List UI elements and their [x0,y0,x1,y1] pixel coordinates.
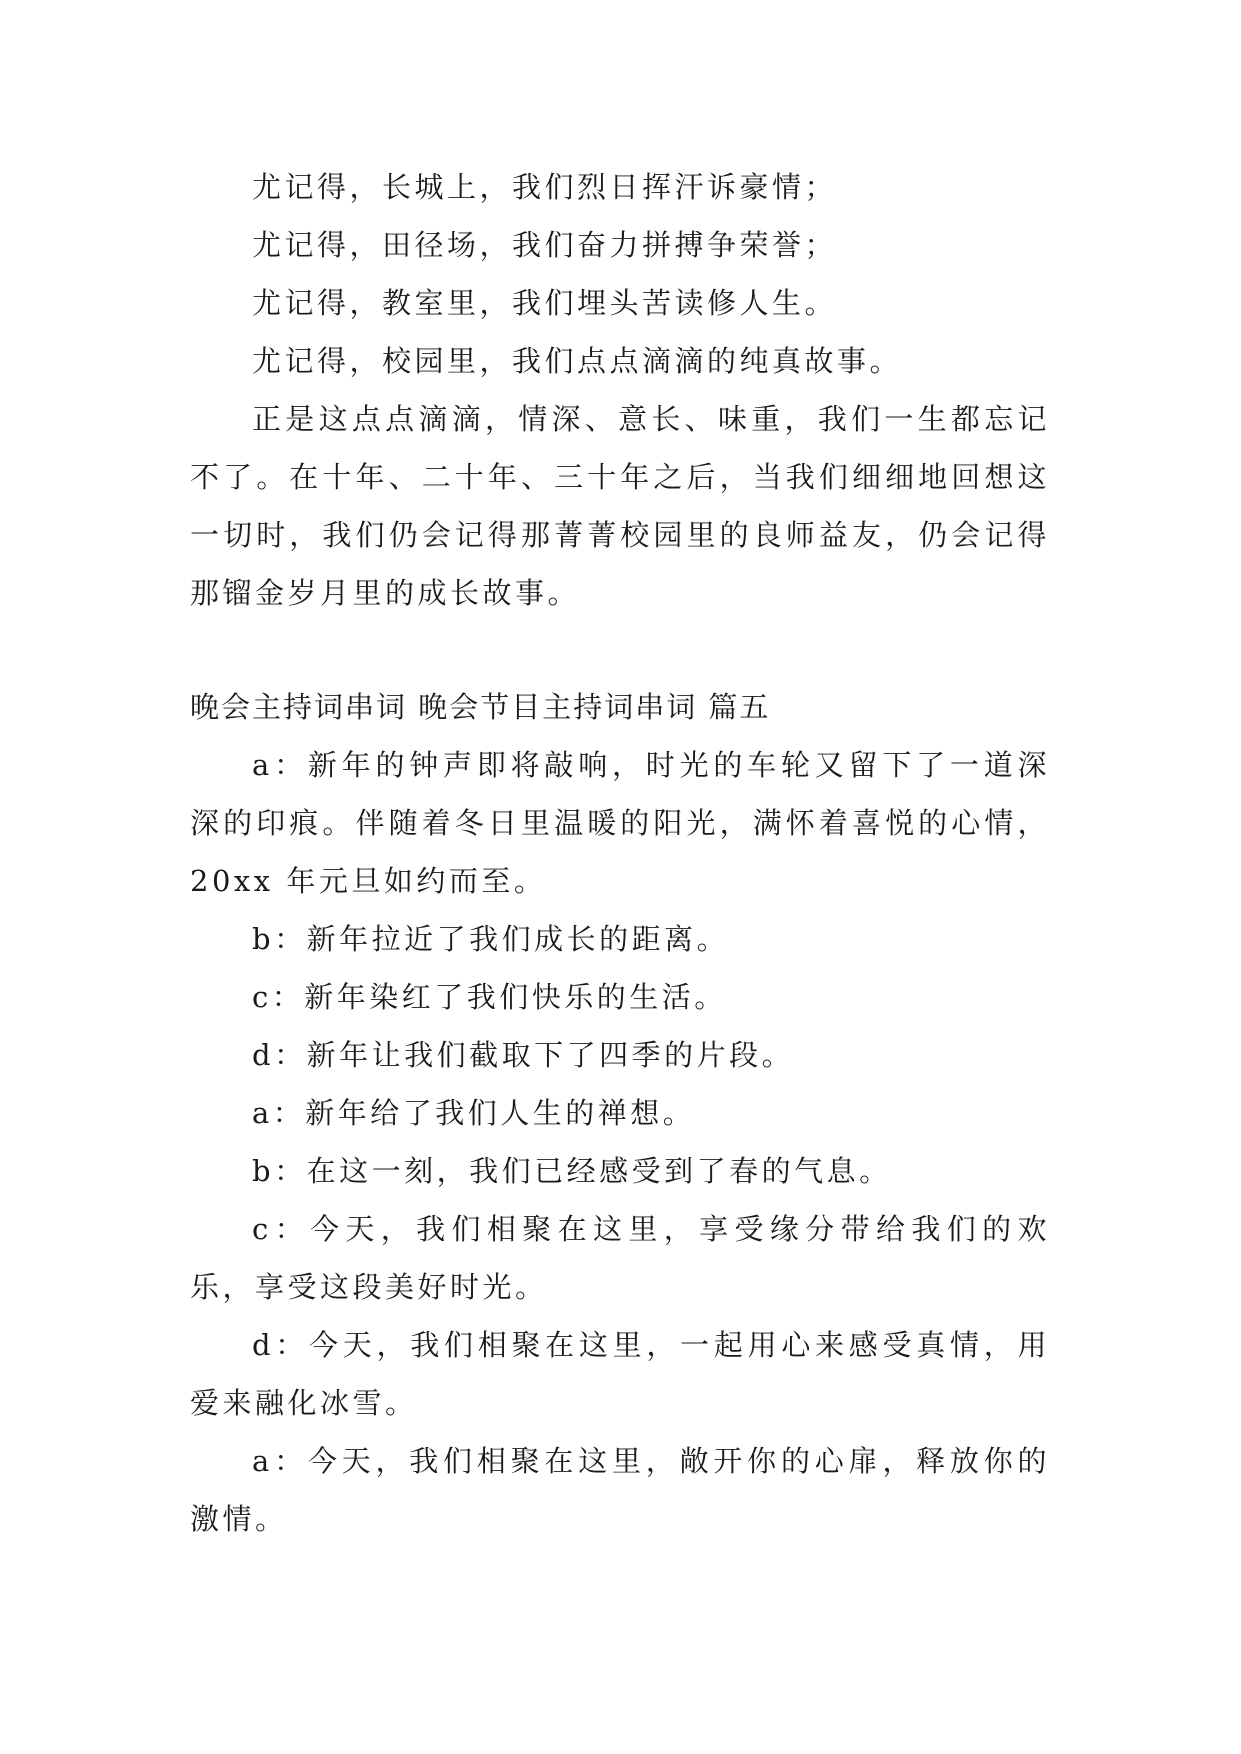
paragraph: 尤记得，校园里，我们点点滴滴的纯真故事。 [252,344,903,378]
dialogue-line: b：新年拉近了我们成长的距离。 [252,922,730,956]
paragraph: 尤记得，长城上，我们烈日挥汗诉豪情； [252,170,838,204]
paragraph: 尤记得，田径场，我们奋力拼搏争荣誉； [252,228,838,262]
section-memories [190,158,1050,622]
dialogue-line: d：新年让我们截取下了四季的片段。 [252,1038,795,1072]
dialogue-line: c：今天，我们相聚在这里，享受缘分带给我们的欢乐，享受这段美好时光。 [190,1212,1050,1304]
section-host-script [190,678,1050,1548]
dialogue-line: a：新年的钟声即将敲响，时光的车轮又留下了一道深深的印痕。伴随着冬日里温暖的阳光，满怀着喜悦的心情，20xx 年元旦如约而至。 [190,748,1050,898]
dialogue-line: a：今天，我们相聚在这里，敞开你的心扉，释放你的激情。 [190,1444,1050,1536]
paragraph: 正是这点点滴滴，情深、意长、味重，我们一生都忘记不了。在十年、二十年、三十年之后，当我们细细地回想这一切时，我们仍会记得那菁菁校园里的良师益友，仍会记得那镏金岁月里的成长故事。 [190,402,1050,610]
section-heading: 晚会主持词串词 晚会节目主持词串词 篇五 [190,690,771,724]
dialogue-line: d：今天，我们相聚在这里，一起用心来感受真情，用爱来融化冰雪。 [190,1328,1050,1420]
dialogue-line: b：在这一刻，我们已经感受到了春的气息。 [252,1154,892,1188]
dialogue-line: a：新年给了我们人生的禅想。 [252,1096,696,1130]
paragraph: 尤记得，教室里，我们埋头苦读修人生。 [252,286,838,320]
dialogue-line: c：新年染红了我们快乐的生活。 [252,980,727,1014]
